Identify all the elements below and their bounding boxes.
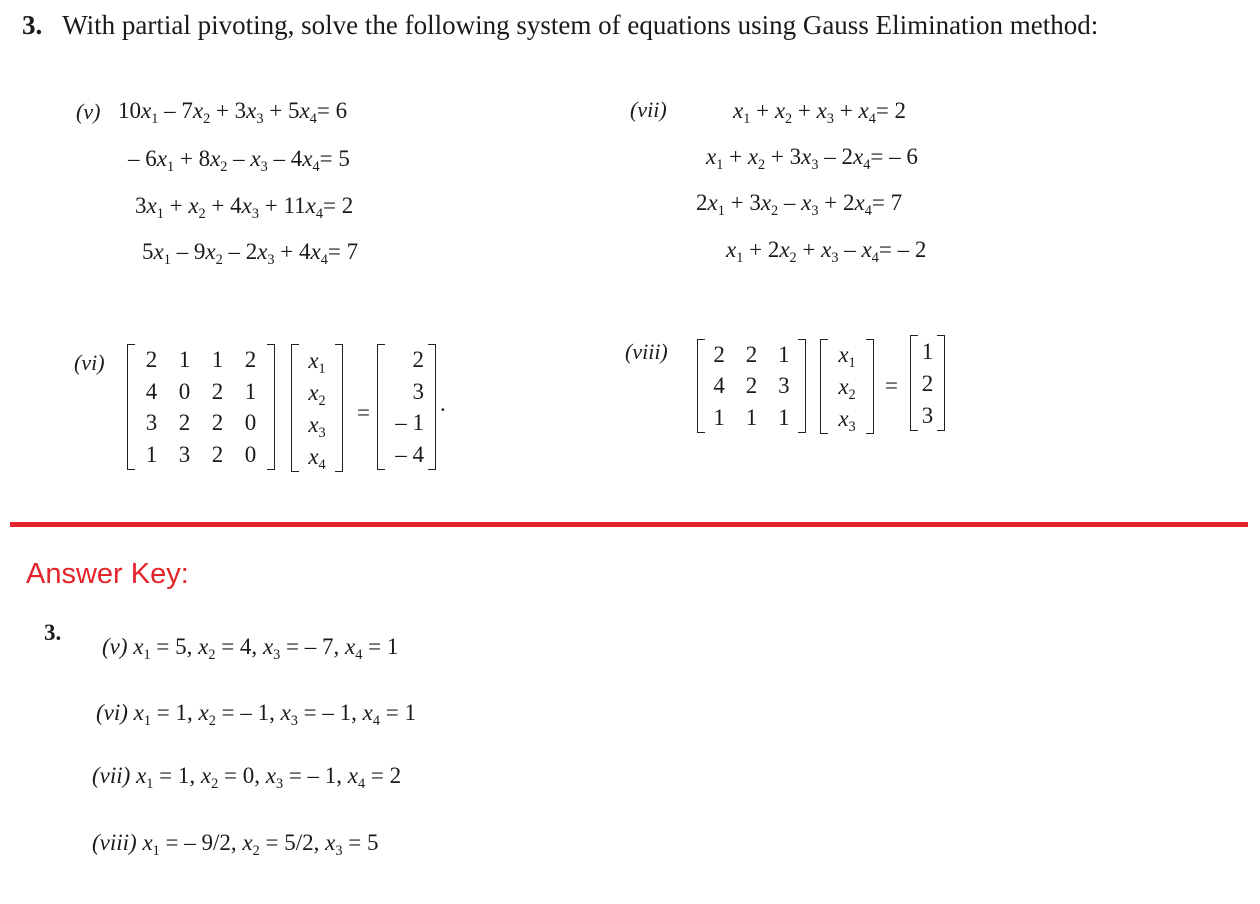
- answer-label: (vii): [92, 763, 137, 788]
- variable-symbol: x: [305, 193, 316, 218]
- right-hand-side: = 2: [875, 98, 907, 123]
- answer-value: = 1: [362, 634, 399, 659]
- variable-symbol: x: [779, 237, 790, 262]
- vector-variable-symbol: x: [838, 373, 849, 399]
- matrix-cell: 3: [145, 410, 158, 436]
- variable-subscript: 4: [315, 205, 323, 222]
- vector-cell: 2: [921, 370, 934, 396]
- answer-variable: [362, 700, 380, 729]
- answer-variable-symbol: x: [133, 700, 144, 725]
- part-vi-matrix-A: [127, 344, 275, 470]
- variable-symbol: x: [853, 144, 864, 169]
- variable-subscript: 1: [717, 202, 725, 219]
- answer-variable: [262, 634, 281, 663]
- variable: [141, 98, 159, 127]
- variable: [779, 237, 797, 266]
- variable-symbol: x: [257, 239, 268, 264]
- matrix-cell: 2: [211, 441, 224, 467]
- answer-variable-symbol: x: [362, 700, 373, 725]
- matrix-cell: 1: [713, 404, 725, 430]
- answer-variable-subscript: 4: [358, 775, 366, 792]
- answer-value: = 2: [365, 763, 402, 788]
- matrix-cell: 1: [745, 404, 758, 430]
- answer-variable-subscript: 1: [143, 712, 152, 729]
- vector-variable-subscript: 1: [318, 360, 326, 377]
- vector-variable-subscript: 2: [318, 392, 326, 409]
- variable-subscript: 2: [215, 251, 223, 268]
- coefficient: + 4: [205, 193, 242, 218]
- right-hand-side: = – 2: [878, 237, 927, 262]
- answer-variable-subscript: 2: [211, 775, 219, 792]
- variable: [733, 98, 751, 127]
- variable-symbol: x: [210, 146, 221, 171]
- vector-cell: 2: [412, 347, 424, 373]
- variable: [861, 237, 879, 266]
- variable-subscript: 2: [758, 156, 766, 173]
- matrix-cell: 4: [145, 378, 158, 404]
- matrix-cell: 2: [211, 410, 224, 436]
- coefficient: + 2: [818, 190, 855, 215]
- answer-variable-subscript: 3: [335, 842, 343, 859]
- variable: [241, 193, 259, 222]
- variable-subscript: 3: [260, 158, 268, 175]
- vector-variable: [838, 342, 856, 372]
- answer-variable: [280, 700, 298, 729]
- coefficient: 5: [142, 239, 154, 264]
- answer-variable-subscript: 1: [143, 646, 151, 663]
- variable: [188, 193, 206, 222]
- matrix-cell: 4: [713, 373, 725, 399]
- variable-subscript: 1: [716, 156, 724, 173]
- part-vii-eq-1: [733, 98, 907, 127]
- coefficient: –: [778, 190, 802, 215]
- vector-variable-symbol: x: [838, 342, 849, 368]
- variable-symbol: x: [747, 144, 759, 169]
- variable-subscript: 2: [198, 205, 206, 222]
- answer-variable-symbol: x: [345, 634, 356, 659]
- variable-symbol: x: [707, 190, 718, 215]
- variable-subscript: 1: [166, 158, 175, 175]
- coefficient: + 2: [743, 237, 780, 262]
- answer-value: = 5: [342, 830, 379, 855]
- part-v-label: (v): [76, 99, 101, 124]
- answer-variable: [265, 763, 284, 792]
- answer-value: = 1,: [151, 700, 199, 725]
- variable-symbol: x: [156, 146, 167, 171]
- vector-cell: – 1: [395, 410, 424, 436]
- variable-symbol: x: [760, 190, 772, 215]
- vector-variable-symbol: x: [308, 379, 319, 405]
- answer-variable: [345, 634, 363, 663]
- part-viii-vector-x: [820, 339, 874, 434]
- variable-subscript: 4: [863, 156, 871, 173]
- answer-variable: [142, 830, 160, 859]
- variable-subscript: 4: [868, 110, 876, 127]
- vector-variable-symbol: x: [838, 405, 849, 431]
- part-vi-vector-b: [377, 344, 436, 470]
- variable: [707, 190, 725, 219]
- variable: [801, 190, 819, 219]
- vector-variable: [308, 411, 326, 441]
- variable-subscript: 3: [251, 205, 259, 222]
- variable-subscript: 2: [771, 202, 779, 219]
- answer-variable: [198, 700, 216, 729]
- coefficient: +: [796, 237, 822, 262]
- coefficient: 2: [696, 190, 708, 215]
- vector-variable-symbol: x: [308, 411, 319, 437]
- matrix-cell: 3: [178, 441, 191, 467]
- variable-symbol: x: [192, 98, 204, 123]
- coefficient: 10: [118, 98, 141, 123]
- part-v-eq-3: [135, 193, 354, 222]
- matrix-cell: 2: [713, 342, 725, 368]
- variable: [205, 239, 223, 268]
- variable-symbol: x: [146, 193, 157, 218]
- answer-value: = – 1,: [215, 700, 281, 725]
- right-hand-side: = 6: [316, 98, 348, 123]
- variable: [760, 190, 779, 219]
- answer-variable: [136, 763, 154, 792]
- variable-symbol: x: [188, 193, 199, 218]
- coefficient: +: [834, 98, 859, 123]
- variable-symbol: x: [816, 98, 827, 123]
- right-hand-side: = 2: [322, 193, 354, 218]
- variable: [726, 237, 744, 266]
- answer-key-number: 3.: [44, 620, 62, 645]
- variable: [146, 193, 164, 222]
- variable: [305, 193, 323, 222]
- answer-variable: [133, 700, 152, 729]
- answer-value: = – 1,: [297, 700, 363, 725]
- answer-variable-subscript: 1: [152, 842, 160, 859]
- variable-subscript: 4: [871, 249, 879, 266]
- answer-variable-subscript: 4: [372, 712, 380, 729]
- variable: [747, 144, 766, 173]
- variable: [310, 239, 328, 268]
- variable-subscript: 1: [736, 249, 744, 266]
- coefficient: –: [227, 146, 251, 171]
- answer-v: [102, 634, 399, 663]
- answer-vii: [92, 763, 402, 792]
- variable: [801, 144, 819, 173]
- answer-variable: [242, 830, 260, 859]
- vector-cell: 1: [921, 338, 934, 364]
- answer-variable: [347, 763, 366, 792]
- answer-value: = 5/2,: [259, 830, 326, 855]
- variable-subscript: 2: [785, 110, 793, 127]
- coefficient: +: [750, 98, 775, 123]
- variable: [853, 144, 871, 173]
- answer-variable-symbol: x: [262, 634, 274, 659]
- variable: [854, 190, 872, 219]
- part-viii-vector-b: [910, 335, 945, 431]
- matrix-cell: 1: [145, 441, 158, 467]
- variable-symbol: x: [801, 144, 812, 169]
- answer-viii: [92, 830, 379, 859]
- variable: [192, 98, 211, 127]
- variable: [250, 146, 268, 175]
- answer-variable-subscript: 3: [275, 775, 284, 792]
- variable: [706, 144, 724, 173]
- matrix-cell: 2: [244, 347, 257, 373]
- variable: [302, 146, 320, 175]
- coefficient: – 4: [267, 146, 303, 171]
- answer-variable-symbol: x: [242, 830, 253, 855]
- part-v-eq-4: [142, 239, 359, 268]
- answer-variable-symbol: x: [280, 700, 291, 725]
- answer-variable-symbol: x: [142, 830, 153, 855]
- answer-value: = 5,: [150, 634, 199, 659]
- answer-value: = 1,: [153, 763, 201, 788]
- part-viii-label: (viii): [625, 339, 668, 364]
- variable-symbol: x: [299, 98, 310, 123]
- vector-variable: [308, 347, 326, 377]
- vector-variable-symbol: x: [308, 347, 319, 373]
- answer-variable-symbol: x: [198, 634, 209, 659]
- coefficient: +: [163, 193, 189, 218]
- variable-subscript: 2: [220, 158, 228, 175]
- variable: [210, 146, 228, 175]
- answer-value: = – 1,: [283, 763, 348, 788]
- matrix-cell: 2: [178, 410, 191, 436]
- coefficient: +: [723, 144, 748, 169]
- variable: [816, 98, 834, 127]
- answer-value: = 4,: [215, 634, 263, 659]
- answer-variable-symbol: x: [200, 763, 212, 788]
- variable-symbol: x: [854, 190, 865, 215]
- answer-value: = 1: [380, 700, 416, 725]
- variable-symbol: x: [733, 98, 744, 123]
- part-vi-vector-x: [291, 344, 343, 472]
- answer-variable: [325, 830, 343, 859]
- variable-symbol: x: [310, 239, 321, 264]
- coefficient: + 4: [274, 239, 311, 264]
- answer-variable-subscript: 3: [273, 646, 281, 663]
- variable-subscript: 3: [256, 110, 264, 127]
- coefficient: – 9: [170, 239, 206, 264]
- answer-value: = 0,: [218, 763, 266, 788]
- problem-heading: [22, 10, 1098, 41]
- variable-subscript: 3: [267, 251, 275, 268]
- vector-cell: – 4: [395, 441, 424, 467]
- variable-symbol: x: [774, 98, 786, 123]
- variable-subscript: 3: [811, 202, 819, 219]
- variable: [246, 98, 264, 127]
- answer-variable-symbol: x: [265, 763, 276, 788]
- coefficient: –: [838, 237, 862, 262]
- variable-subscript: 4: [864, 202, 872, 219]
- variable-symbol: x: [205, 239, 216, 264]
- coefficient: +: [792, 98, 817, 123]
- part-vii-label: (vii): [630, 97, 667, 122]
- answer-variable: [198, 634, 216, 663]
- part-vii-eq-2: [706, 144, 918, 173]
- variable: [257, 239, 275, 268]
- coefficient: + 3: [724, 190, 761, 215]
- matrix-cell: 1: [178, 347, 191, 373]
- variable-subscript: 1: [156, 205, 164, 222]
- answer-value: = – 7,: [280, 634, 346, 659]
- variable: [821, 237, 839, 266]
- answer-variable-symbol: x: [136, 763, 147, 788]
- answer-variable-subscript: 1: [146, 775, 154, 792]
- answer-label: (viii): [92, 830, 143, 855]
- variable-symbol: x: [141, 98, 152, 123]
- matrix-cell: 0: [244, 410, 257, 436]
- coefficient: – 7: [158, 98, 193, 123]
- matrix-cell: 2: [211, 378, 224, 404]
- answer-key-title: Answer Key:: [26, 558, 189, 590]
- matrix-cell: 0: [244, 441, 257, 467]
- matrix-cell: 2: [145, 347, 158, 373]
- variable-symbol: x: [726, 237, 737, 262]
- variable-symbol: x: [250, 146, 261, 171]
- variable-symbol: x: [801, 190, 812, 215]
- variable-subscript: 4: [309, 110, 317, 127]
- variable-subscript: 3: [811, 156, 819, 173]
- variable-symbol: x: [821, 237, 832, 262]
- coefficient: – 2: [818, 144, 853, 169]
- answer-vi: [96, 700, 416, 729]
- variable: [774, 98, 793, 127]
- coefficient: 3: [135, 193, 147, 218]
- section-divider: [10, 522, 1248, 527]
- part-v-eq-2: [128, 146, 350, 175]
- variable-subscript: 2: [789, 249, 797, 266]
- coefficient: + 5: [263, 98, 300, 123]
- variable-subscript: 4: [312, 158, 320, 175]
- part-vii-eq-4: [726, 237, 927, 266]
- vector-variable-subscript: 4: [318, 456, 326, 473]
- coefficient: + 3: [765, 144, 802, 169]
- variable-symbol: x: [246, 98, 257, 123]
- matrix-cell: 1: [778, 404, 790, 430]
- answer-variable: [133, 634, 151, 663]
- vector-variable-subscript: 1: [848, 355, 856, 372]
- right-hand-side: = – 6: [870, 144, 918, 169]
- variable: [299, 98, 317, 127]
- matrix-cell: 1: [778, 342, 790, 368]
- coefficient: – 2: [222, 239, 258, 264]
- vector-variable: [308, 379, 326, 409]
- problem-statement: With partial pivoting, solve the following system of equations using Gauss Elimination method:: [62, 10, 1099, 40]
- vector-variable: [838, 373, 856, 403]
- matrix-cell: 1: [244, 378, 257, 404]
- vector-cell: 3: [921, 402, 934, 428]
- vector-cell: 3: [412, 378, 424, 404]
- variable: [153, 239, 171, 268]
- variable-symbol: x: [858, 98, 869, 123]
- part-viii-equals: =: [885, 373, 898, 398]
- answer-variable-subscript: 3: [290, 712, 298, 729]
- part-vi-equals: =: [357, 400, 370, 425]
- coefficient: + 11: [259, 193, 306, 218]
- part-vi-label: (vi): [74, 350, 105, 375]
- matrix-cell: 0: [178, 378, 191, 404]
- variable-symbol: x: [241, 193, 252, 218]
- answer-variable-subscript: 4: [355, 646, 363, 663]
- coefficient: + 8: [174, 146, 211, 171]
- answer-value: = – 9/2,: [159, 830, 243, 855]
- right-hand-side: = 7: [871, 190, 903, 215]
- variable-subscript: 2: [203, 110, 211, 127]
- variable-subscript: 1: [151, 110, 159, 127]
- vector-variable-symbol: x: [308, 443, 319, 469]
- variable-subscript: 3: [826, 110, 834, 127]
- variable-subscript: 4: [320, 251, 328, 268]
- part-viii-matrix-A: [697, 339, 806, 433]
- answer-variable-symbol: x: [325, 830, 336, 855]
- variable-subscript: 3: [831, 249, 839, 266]
- variable-symbol: x: [861, 237, 872, 262]
- coefficient: – 6: [128, 146, 157, 171]
- answer-variable-symbol: x: [347, 763, 359, 788]
- variable: [156, 146, 175, 175]
- vector-variable: [308, 443, 326, 473]
- part-vi-period: .: [440, 391, 446, 416]
- variable-symbol: x: [302, 146, 313, 171]
- part-vii-eq-3: [696, 190, 903, 219]
- matrix-cell: 2: [745, 342, 758, 368]
- answer-variable-symbol: x: [198, 700, 209, 725]
- right-hand-side: = 7: [327, 239, 359, 264]
- problem-number: 3.: [22, 10, 43, 40]
- matrix-cell: 3: [778, 373, 790, 399]
- vector-variable-subscript: 2: [848, 386, 856, 403]
- answer-label: (v): [102, 634, 134, 659]
- answer-variable-subscript: 2: [252, 842, 260, 859]
- answer-variable-subscript: 2: [208, 646, 216, 663]
- variable-subscript: 1: [743, 110, 751, 127]
- right-hand-side: = 5: [319, 146, 350, 171]
- vector-variable: [838, 405, 856, 435]
- variable-subscript: 1: [163, 251, 171, 268]
- coefficient: + 3: [210, 98, 247, 123]
- answer-variable-subscript: 2: [208, 712, 216, 729]
- answer-variable-symbol: x: [133, 634, 144, 659]
- variable: [858, 98, 876, 127]
- vector-variable-subscript: 3: [848, 418, 856, 435]
- answer-label: (vi): [96, 700, 134, 725]
- answer-variable: [200, 763, 219, 792]
- matrix-cell: 2: [745, 373, 758, 399]
- variable-symbol: x: [706, 144, 717, 169]
- matrix-cell: 1: [211, 347, 224, 373]
- vector-variable-subscript: 3: [318, 424, 326, 441]
- variable-symbol: x: [153, 239, 164, 264]
- part-v-eq-1: [118, 98, 348, 127]
